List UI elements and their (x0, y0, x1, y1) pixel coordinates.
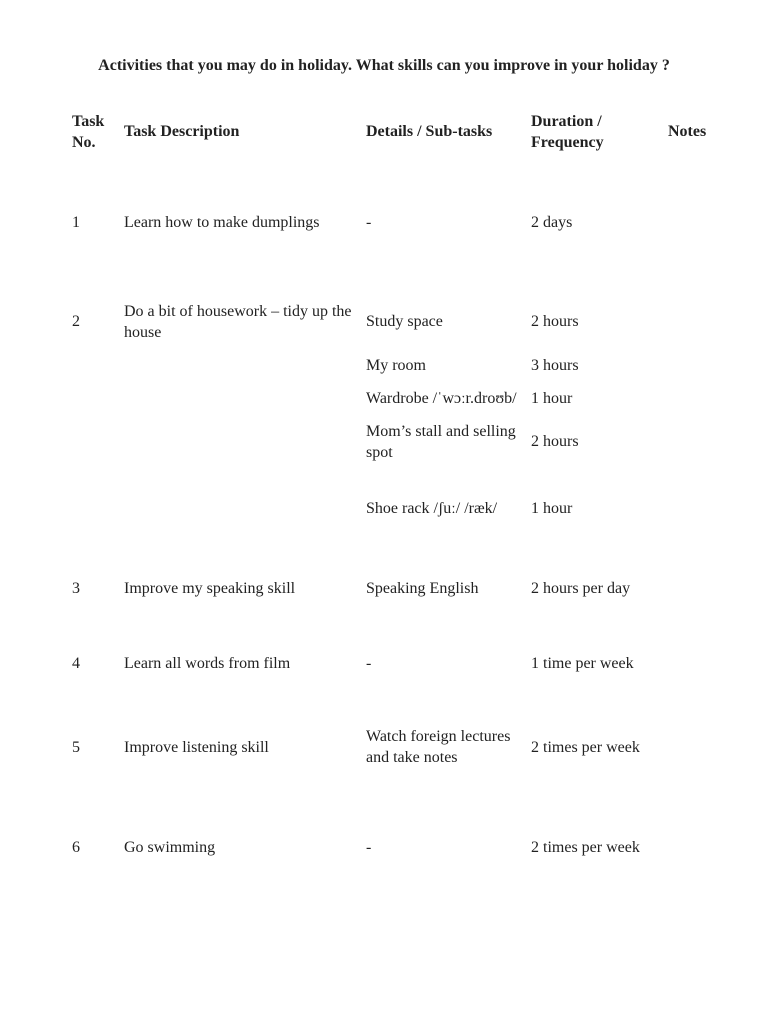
header-task-no-line1: Task (72, 113, 105, 130)
task-duration: 2 times per week (531, 839, 640, 856)
page-title: Activities that you may do in holiday. What skills can you improve in your holiday ? (98, 57, 670, 74)
task-duration: 1 time per week (531, 655, 634, 672)
task-description: Learn how to make dumplings (124, 214, 320, 231)
task-number: 6 (72, 839, 80, 856)
header-duration (531, 111, 663, 153)
subtask-details: Study space (366, 313, 443, 330)
task-number: 5 (72, 739, 80, 756)
subtask-duration: 2 hours (531, 433, 579, 450)
task-description: Improve listening skill (124, 739, 269, 756)
task-number: 2 (72, 313, 80, 330)
subtask-details: Shoe rack /ʃuː/ /ræk/ (366, 500, 498, 517)
task-number: 3 (72, 580, 80, 597)
header-duration-line2: Frequency (531, 134, 604, 151)
header-task-no-line2: No. (72, 134, 96, 151)
task-details: Watch foreign lectures and take notes (366, 728, 511, 766)
task-duration: 2 hours per day (531, 580, 631, 597)
task-description: Improve my speaking skill (124, 580, 296, 597)
task-number: 1 (72, 214, 80, 231)
header-duration-line1: Duration / (531, 113, 602, 130)
task-details: - (366, 839, 372, 856)
subtask-details: My room (366, 357, 426, 374)
header-description: Task Description (124, 123, 240, 140)
task-description: Learn all words from film (124, 655, 291, 672)
task-duration: 2 days (531, 214, 573, 231)
subtask-duration: 1 hour (531, 500, 573, 517)
task-details: - (366, 655, 372, 672)
task-description: Do a bit of housework – tidy up the house (124, 303, 352, 341)
subtask-duration: 1 hour (531, 390, 573, 407)
task-number: 4 (72, 655, 80, 672)
header-notes: Notes (668, 123, 707, 140)
task-duration: 2 times per week (531, 739, 640, 756)
task-description: Go swimming (124, 839, 216, 856)
subtask-duration: 3 hours (531, 357, 579, 374)
header-task-no (72, 111, 118, 153)
subtask-details: Mom’s stall and selling spot (366, 423, 516, 461)
task-details: Speaking English (366, 580, 479, 597)
header-details: Details / Sub-tasks (366, 123, 493, 140)
subtask-details: Wardrobe /ˈwɔːr.droʊb/ (366, 390, 517, 407)
subtask-duration: 2 hours (531, 313, 579, 330)
task-details: - (366, 214, 372, 231)
